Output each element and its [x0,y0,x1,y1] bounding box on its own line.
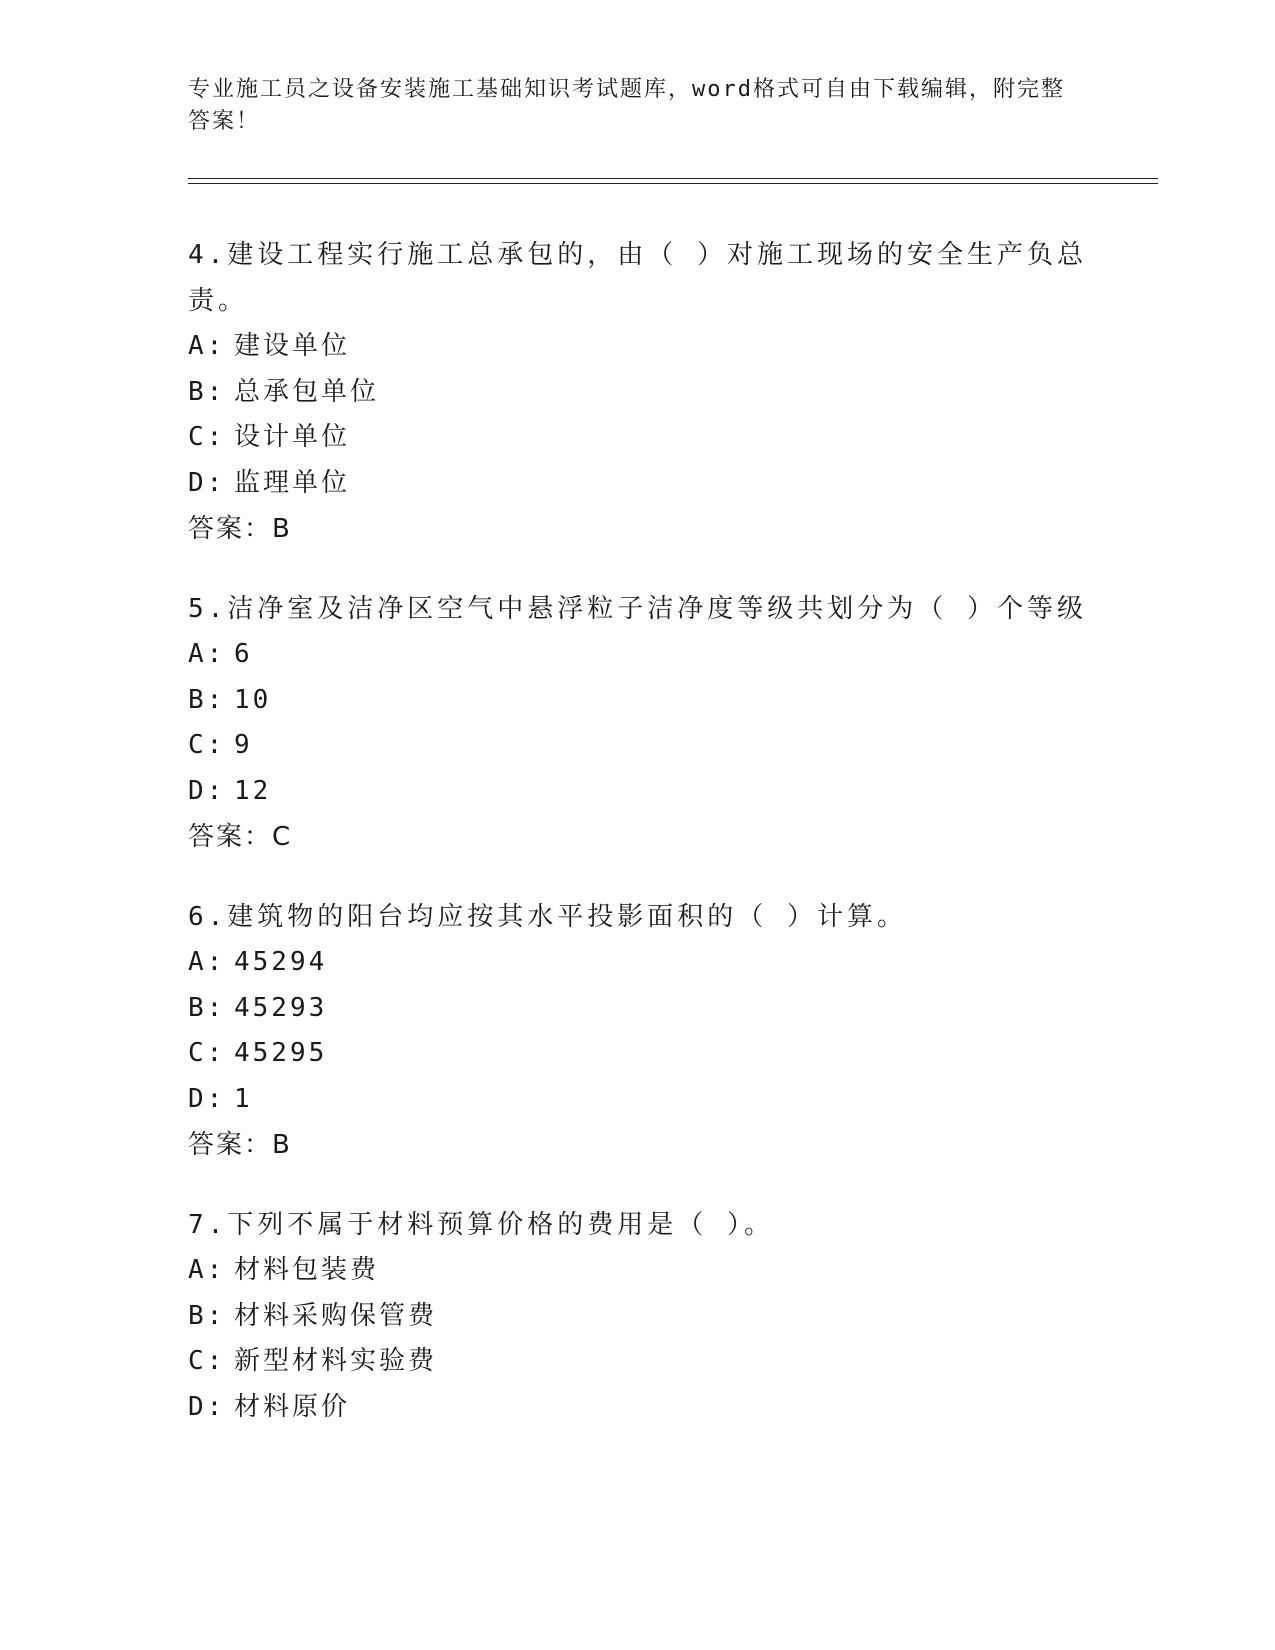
option-d [188,1077,1088,1123]
option-letter: A: [188,331,226,361]
option-a [188,1248,1088,1294]
option-c [188,1339,1088,1385]
option-b [188,678,1088,724]
question-item [188,1202,1088,1430]
option-letter: C: [188,730,226,760]
answer-line: 答案：B [188,1130,292,1160]
option-letter: D: [188,1083,226,1114]
option-text: 12 [234,775,272,806]
option-a [188,324,1088,370]
option-text: 总承包单位 [234,376,380,407]
option-letter: D: [188,1391,226,1422]
option-letter: D: [188,467,226,498]
option-letter: C: [188,1038,226,1068]
header-divider-top [188,178,1158,179]
option-letter: B: [188,992,226,1023]
question-item [188,894,1088,1168]
option-c [188,415,1088,461]
option-b [188,370,1088,416]
option-text: 新型材料实验费 [234,1346,438,1376]
option-letter: B: [188,684,226,715]
option-letter: A: [188,639,226,669]
option-letter: C: [188,422,226,452]
option-text: 监理单位 [234,467,351,498]
option-text: 材料采购保管费 [234,1300,438,1331]
question-list [188,232,1088,1464]
option-c [188,1031,1088,1077]
option-text: 45293 [234,992,328,1023]
option-c [188,723,1088,769]
document-header: 专业施工员之设备安装施工基础知识考试题库，word格式可自由下载编辑，附完整答案！ [188,77,1065,134]
question-item [188,232,1088,552]
question-item [188,586,1088,860]
option-text: 材料包装费 [234,1255,380,1285]
option-a [188,940,1088,986]
option-d [188,769,1088,815]
question-text: 4.建设工程实行施工总承包的，由（ ）对施工现场的安全生产负总责。 [188,240,1087,316]
answer-line: 答案：B [188,514,292,544]
question-text: 5.洁净室及洁净区空气中悬浮粒子洁净度等级共划分为（ ）个等级 [188,594,1087,624]
option-letter: C: [188,1346,226,1376]
question-text: 7.下列不属于材料预算价格的费用是（ ）。 [188,1210,774,1240]
option-letter: B: [188,376,226,407]
option-text: 45294 [234,947,328,977]
option-a [188,632,1088,678]
option-d [188,461,1088,507]
option-text: 设计单位 [234,422,351,452]
question-text: 6.建筑物的阳台均应按其水平投影面积的（ ）计算。 [188,902,907,932]
option-letter: A: [188,1255,226,1285]
option-text: 10 [234,684,272,715]
option-text: 1 [234,1083,253,1114]
answer-line: 答案：C [188,822,293,852]
option-text: 材料原价 [234,1391,351,1422]
header-divider-bottom [188,183,1158,184]
option-d [188,1385,1088,1431]
option-text: 6 [234,639,253,669]
option-text: 45295 [234,1038,328,1068]
option-text: 建设单位 [234,331,351,361]
option-b [188,1294,1088,1340]
option-b [188,986,1088,1032]
option-letter: D: [188,775,226,806]
option-text: 9 [234,730,253,760]
option-letter: A: [188,947,226,977]
option-letter: B: [188,1300,226,1331]
